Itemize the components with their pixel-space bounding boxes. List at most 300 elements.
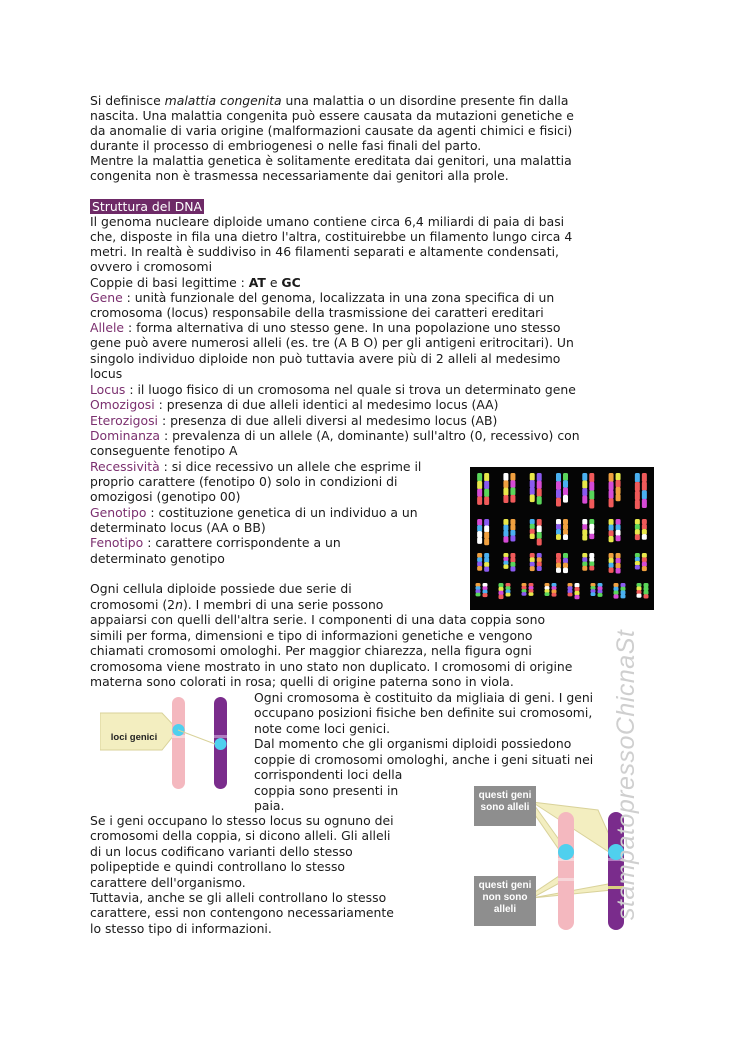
diploid-line-3: appaiarsi con quelli dell'altra serie. I componenti di una data coppia sono (90, 612, 546, 627)
intro-line-5: Mentre la malattia genetica è solitamente ereditata dai genitori, una malattia (90, 153, 572, 168)
karyotype-band (609, 481, 614, 490)
karyotype-band (545, 589, 550, 593)
karyotype-band (483, 593, 488, 597)
karyotype-band (484, 481, 489, 489)
karyotype-band (635, 534, 640, 540)
karyotype-band (537, 553, 542, 558)
karyotype-band (552, 593, 557, 597)
karyotype-band (537, 538, 542, 545)
def-genotipo-line-2: determinato locus (AA o BB) (90, 520, 266, 535)
karyotype-band (503, 561, 508, 565)
karyotype-band (609, 490, 614, 499)
karyotype-band (537, 557, 542, 562)
karyotype-band (609, 530, 614, 536)
karyotype-band (530, 524, 535, 529)
karyotype-band (575, 591, 580, 595)
karyotype-band (635, 473, 640, 482)
karyotype-band (530, 519, 535, 524)
intro-line-2: nascita. Una malattia congenita può essere causata da mutazioni genetiche e (90, 108, 574, 123)
karyotype-band (582, 496, 587, 504)
karyotype-band (503, 536, 508, 542)
karyotype-band (522, 583, 527, 587)
karyotype-band (483, 590, 488, 594)
karyotype-band (589, 490, 594, 499)
karyotype-band (609, 568, 614, 573)
karyotype-band (477, 525, 482, 532)
karyotype-band (506, 586, 511, 590)
karyotype-band (616, 568, 621, 573)
karyotype-band (556, 534, 561, 540)
same-label-line-2: sono alleli (480, 802, 530, 813)
dna-line-3: metri. In realtà è suddiviso in 46 filamenti separati e altamente condensati, (90, 244, 559, 259)
diploid-line-7: materna sono colorati in rosa; quelli di origine paterna sono in viola. (90, 674, 514, 689)
karyotype-band (616, 487, 621, 494)
karyotype-band (568, 583, 573, 587)
karyotype-band (575, 587, 580, 591)
karyotype-band (609, 498, 614, 507)
karyotype-band (563, 524, 568, 530)
alleles-line-5: carattere dell'organismo. (90, 875, 246, 890)
karyotype-band (510, 519, 515, 525)
intro-line-1: Si definisce malattia congenita una malattia o un disordine presente fin dalla (90, 93, 569, 108)
karyotype-band (530, 562, 535, 567)
karyotype-band (635, 482, 640, 491)
diploid-line-2: cromosomi (2n). I membri di una serie possono (90, 597, 384, 612)
karyotype-band (522, 589, 527, 593)
karyotype-band (609, 558, 614, 563)
karyotype-band (530, 553, 535, 558)
karyotype-band (644, 594, 649, 598)
karyotype-band (609, 536, 614, 542)
karyotype-band (589, 482, 594, 491)
intro-line-4: durante il processo di embriogenesi o nelle fasi finali del parto. (90, 138, 482, 153)
karyotype-band (635, 565, 640, 570)
karyotype-band (598, 593, 603, 597)
def-genotipo: Genotipo : costituzione genetica di un individuo a un (90, 505, 418, 520)
def-allele-line-2: gene può avere numerosi alleli (es. tre (A B O) per gli antigeni eritrocitari). Un (90, 335, 574, 350)
karyotype-band (568, 589, 573, 593)
diploid-line-6: cromosoma viene mostrato in uno stato non duplicato. I cromosomi di origine (90, 659, 573, 674)
karyotype-band (484, 558, 489, 563)
karyotype-band (477, 531, 482, 538)
karyotype-band (598, 586, 603, 590)
diploid-line-1: Ogni cellula diploide possiede due serie di (90, 581, 352, 596)
loci-genici-label: loci genici (110, 732, 158, 743)
def-dominanza-line-2: conseguente fenotipo A (90, 443, 238, 458)
karyotype-band (506, 593, 511, 597)
karyotype-band (506, 583, 511, 587)
karyotype-band (642, 534, 647, 540)
karyotype-band (635, 524, 640, 530)
karyotype-band (545, 592, 550, 596)
genes-line-8: paia. (254, 798, 285, 813)
same-label-line-1: questi geni (478, 790, 532, 801)
karyotype-band (563, 558, 568, 563)
karyotype-band (621, 590, 626, 594)
karyotype-band (642, 490, 647, 499)
malattia-congenita-term: malattia congenita (164, 93, 282, 108)
dna-line-2: che, disposte in fila una dietro l'altra, costituirebbe un filamento lungo circa 4 (90, 229, 573, 244)
karyotype-band (529, 586, 534, 590)
karyotype-band (503, 480, 508, 488)
karyotype-band (582, 473, 587, 481)
karyotype-band (545, 583, 550, 587)
karyotype-band (589, 473, 594, 482)
karyotype-band (589, 534, 594, 539)
karyotype-band (642, 562, 647, 567)
karyotype-band (589, 553, 594, 558)
karyotype-band (644, 583, 649, 587)
karyotype-band (484, 532, 489, 539)
karyotype-band (510, 567, 515, 572)
karyotype-band (503, 525, 508, 531)
karyotype-band (537, 473, 542, 481)
karyotype-band (589, 529, 594, 534)
alleles-line-4: polipeptide e quindi controllano lo stesso (90, 859, 345, 874)
karyotype-band (556, 490, 561, 499)
karyotype-band (642, 473, 647, 482)
karyotype-band (568, 593, 573, 597)
karyotype-band (635, 500, 640, 509)
karyotype-band (499, 583, 504, 587)
karyotype-band (556, 553, 561, 558)
genes-line-7: coppia sono presenti in (254, 783, 399, 798)
questi-geni-non-sono-alleli-label (474, 876, 536, 926)
karyotype-band (616, 524, 621, 530)
karyotype-band (477, 566, 482, 571)
karyotype-band (614, 591, 619, 595)
karyotype-band (484, 553, 489, 558)
karyotype-band (591, 586, 596, 590)
karyotype-band (582, 535, 587, 541)
karyotype-band (530, 480, 535, 488)
karyotype-band (537, 532, 542, 539)
karyotype-band (484, 519, 489, 526)
karyotype-band (563, 568, 568, 573)
karyotype-band (616, 473, 621, 480)
karyotype-band (616, 535, 621, 541)
karyotype-band (510, 562, 515, 567)
karyotype-band (477, 537, 482, 544)
karyotype-band (503, 519, 508, 525)
def-gene-line-2: cromosoma (locus) responsabile della trasmissione dei caratteri ereditari (90, 305, 544, 320)
karyotype-band (530, 557, 535, 562)
karyotype-band (503, 495, 508, 503)
karyotype-band (621, 594, 626, 598)
karyotype-band (616, 494, 621, 501)
karyotype-band (582, 481, 587, 489)
karyotype-band (484, 538, 489, 545)
karyotype-band (537, 496, 542, 504)
karyotype-band (510, 488, 515, 496)
karyotype-band (642, 519, 647, 525)
karyotype-band (635, 529, 640, 535)
genes-line-1: Ogni cromosoma è costituito da migliaia di geni. I geni (254, 690, 594, 705)
karyotype-band (503, 488, 508, 496)
karyotype-band (484, 489, 489, 497)
karyotype-band (591, 592, 596, 596)
genes-line-4: Dal momento che gli organismi diploidi possiedono (254, 736, 572, 751)
alleles-figure (470, 780, 630, 932)
karyotype-band (556, 568, 561, 573)
karyotype-band (510, 553, 515, 558)
def-recessivita: Recessività : si dice recessivo un allele che esprime il (90, 459, 422, 474)
karyotype-band (582, 553, 587, 558)
karyotype-band (568, 586, 573, 590)
karyotype-band (635, 553, 640, 558)
karyotype-band (530, 473, 535, 481)
karyotype-band (530, 566, 535, 571)
def-dominanza: Dominanza : prevalenza di un allele (A, dominante) sull'altro (0, recessivo) con (90, 428, 580, 443)
karyotype-band (503, 531, 508, 537)
karyotype-band (476, 586, 481, 590)
karyotype-band (582, 488, 587, 496)
karyotype-band (621, 583, 626, 587)
karyotype-band (642, 529, 647, 535)
karyotype-band (589, 524, 594, 529)
karyotype-band (644, 587, 649, 591)
karyotype-band (484, 567, 489, 572)
karyotype-band (616, 519, 621, 525)
karyotype-band (530, 487, 535, 495)
homologous-chromosomes-diagram (100, 695, 240, 795)
karyotype-band (477, 553, 482, 558)
def-fenotipo-line-2: determinato genotipo (90, 551, 225, 566)
karyotype-band (609, 473, 614, 482)
karyotype-band (582, 562, 587, 567)
karyotype-band (477, 481, 482, 489)
karyotype-band (537, 562, 542, 567)
karyotype-band (589, 519, 594, 524)
alleles-line-2: cromosomi della coppia, si dicono alleli. Gli alleli (90, 828, 391, 843)
karyotype-band (582, 519, 587, 525)
karyotype-band (637, 594, 642, 598)
karyotype-band (563, 495, 568, 503)
karyotype-band (510, 558, 515, 563)
karyotype-band (510, 530, 515, 536)
karyotype-band (556, 558, 561, 563)
karyotype-band (529, 592, 534, 596)
karyotype-band (614, 594, 619, 598)
karyotype-band (477, 562, 482, 567)
karyotype-band (477, 489, 482, 497)
def-allele: Allele : forma alternativa di uno stesso gene. In una popolazione uno stesso (90, 320, 561, 335)
def-recessivita-line-2: proprio carattere (fenotipo 0) solo in condizioni di (90, 474, 398, 489)
karyotype-band (637, 590, 642, 594)
alleles-line-3: di un locus codificano varianti dello stesso (90, 844, 353, 859)
karyotype-band (477, 497, 482, 505)
karyotype-band (621, 587, 626, 591)
not-label-line-2: non sono (482, 892, 528, 903)
karyotype-band (510, 480, 515, 488)
karyotype-band (556, 498, 561, 507)
karyotype-band (589, 561, 594, 566)
karyotype-band (476, 583, 481, 587)
karyotype-band (476, 593, 481, 597)
karyotype-band (609, 525, 614, 531)
karyotype-band (503, 553, 508, 557)
karyotype-band (563, 488, 568, 496)
karyotype-band (637, 587, 642, 591)
karyotype-band (499, 587, 504, 591)
karyotype-band (556, 519, 561, 525)
karyotype-band (575, 595, 580, 599)
karyotype-band (589, 557, 594, 562)
karyotype-band (510, 473, 515, 481)
karyotype-band (503, 557, 508, 561)
karyotype-band (598, 583, 603, 587)
karyotype-band (642, 524, 647, 530)
karyotype-band (510, 525, 515, 531)
def-eterozigosi: Eterozigosi : presenza di due alleli diversi al medesimo locus (AB) (90, 413, 498, 428)
genes-line-6: corrispondenti loci della (254, 767, 403, 782)
karyotype-band (484, 473, 489, 481)
karyotype-band (589, 499, 594, 508)
karyotype-band (552, 583, 557, 587)
karyotype-band (582, 529, 587, 535)
karyotype-band (635, 561, 640, 566)
karyotype-band (510, 495, 515, 503)
karyotype-band (499, 591, 504, 595)
karyotype-band (484, 525, 489, 532)
intro-line-3: da anomalie di varia origine (malformazioni causate da agenti chimici e fisici) (90, 123, 573, 138)
karyotype-band (522, 592, 527, 596)
karyotype-band (537, 566, 542, 571)
karyotype-band (477, 557, 482, 562)
karyotype-band (642, 557, 647, 562)
not-label-line-3: alleli (493, 904, 517, 915)
diploid-line-5: chiamati cromosomi omologhi. Per maggior chiarezza, nella figura ogni (90, 643, 532, 658)
karyotype-band (537, 519, 542, 526)
def-allele-line-3: singolo individuo diploide non può tuttavia avere più di 2 alleli al medesimo (90, 351, 561, 366)
karyotype-band (642, 566, 647, 571)
karyotype-band (589, 566, 594, 571)
karyotype-band (616, 530, 621, 536)
karyotype-band (563, 480, 568, 488)
karyotype-band (642, 553, 647, 558)
karyotype-band (556, 524, 561, 530)
karyotype-band (537, 488, 542, 496)
karyotype-band (545, 586, 550, 590)
def-locus: Locus : il luogo fisico di un cromosoma nel quale si trova un determinato gene (90, 382, 576, 397)
karyotype-band (529, 583, 534, 587)
karyotype-band (582, 566, 587, 571)
karyotype-band (529, 589, 534, 593)
karyotype-band (591, 589, 596, 593)
section-heading-dna: Struttura del DNA (92, 199, 203, 214)
dna-line-1: Il genoma nucleare diploide umano contiene circa 6,4 miliardi di paia di basi (90, 214, 565, 229)
karyotype-band (484, 497, 489, 505)
karyotype-band (637, 583, 642, 587)
karyotype-band (563, 473, 568, 481)
alleles-line-7: carattere, essi non contengono necessariamente (90, 905, 394, 920)
karyotype-band (609, 519, 614, 525)
karyotype-band (563, 529, 568, 535)
karyotype-band (563, 534, 568, 540)
karyotype-band (598, 590, 603, 594)
karyotype-band (644, 590, 649, 594)
karyotype-band (642, 482, 647, 491)
diploid-line-4: simili per forma, dimensioni e tipo di informazioni genetiche e vengono (90, 628, 533, 643)
karyotype-band (476, 589, 481, 593)
genes-line-5: coppie di cromosomi omologhi, anche i geni situati nei (254, 752, 594, 767)
karyotype-band (499, 595, 504, 599)
karyotype-band (616, 558, 621, 563)
karyotype-band (556, 473, 561, 482)
karyotype-band (537, 525, 542, 532)
karyotype-band (575, 583, 580, 587)
karyotype-band (563, 563, 568, 568)
not-label-line-1: questi geni (478, 880, 532, 891)
karyotype-band (642, 499, 647, 508)
karyotype-band (530, 529, 535, 534)
karyotype-band (530, 534, 535, 539)
def-gene: Gene : unità funzionale del genoma, localizzata in una zona specifica di un (90, 290, 555, 305)
karyotype-band (530, 494, 535, 502)
karyotype-image (470, 467, 654, 610)
def-recessivita-line-3: omozigosi (genotipo 00) (90, 489, 241, 504)
karyotype-band (591, 583, 596, 587)
karyotype-band (563, 553, 568, 558)
base-pairs-line: Coppie di basi legittime : AT e GC (90, 275, 301, 290)
karyotype-band (537, 481, 542, 489)
dna-line-4: ovvero i cromosomi (90, 259, 213, 274)
loci-genici-figure (100, 695, 240, 795)
karyotype-chromosomes (470, 467, 654, 610)
genes-line-3: note come loci genici. (254, 721, 391, 736)
karyotype-band (609, 563, 614, 568)
karyotype-band (556, 481, 561, 490)
intro-line-6: congenita non è trasmessa necessariamente dai genitori alla prole. (90, 168, 509, 183)
karyotype-band (563, 519, 568, 525)
karyotype-band (503, 565, 508, 569)
karyotype-band (483, 586, 488, 590)
def-fenotipo: Fenotipo : carattere corrispondente a un (90, 535, 341, 550)
karyotype-band (556, 563, 561, 568)
karyotype-band (477, 519, 482, 526)
karyotype-band (635, 519, 640, 525)
karyotype-band (609, 553, 614, 558)
watermark-text: stampatopressoChicnaSt (612, 629, 640, 920)
karyotype-band (582, 557, 587, 562)
karyotype-band (582, 524, 587, 530)
alleles-line-1: Se i geni occupano lo stesso locus su ognuno dei (90, 813, 394, 828)
karyotype-band (510, 536, 515, 542)
karyotype-band (616, 553, 621, 558)
karyotype-band (483, 583, 488, 587)
karyotype-band (616, 563, 621, 568)
alleles-line-6: Tuttavia, anche se gli alleli controllano lo stesso (90, 890, 387, 905)
karyotype-band (635, 557, 640, 562)
karyotype-band (635, 491, 640, 500)
karyotype-band (616, 480, 621, 487)
karyotype-band (552, 586, 557, 590)
genes-line-2: occupano posizioni fisiche ben definite sui cromosomi, (254, 705, 593, 720)
karyotype-band (503, 473, 508, 481)
karyotype-band (484, 562, 489, 567)
questi-geni-sono-alleli-label (474, 786, 536, 826)
karyotype-band (506, 590, 511, 594)
karyotype-band (614, 587, 619, 591)
alleles-line-8: lo stesso tipo di informazioni. (90, 921, 272, 936)
karyotype-band (552, 590, 557, 594)
karyotype-band (477, 473, 482, 481)
def-allele-line-4: locus (90, 366, 123, 381)
karyotype-band (522, 586, 527, 590)
karyotype-band (614, 583, 619, 587)
karyotype-band (556, 529, 561, 535)
def-omozigosi: Omozigosi : presenza di due alleli identici al medesimo locus (AA) (90, 397, 499, 412)
